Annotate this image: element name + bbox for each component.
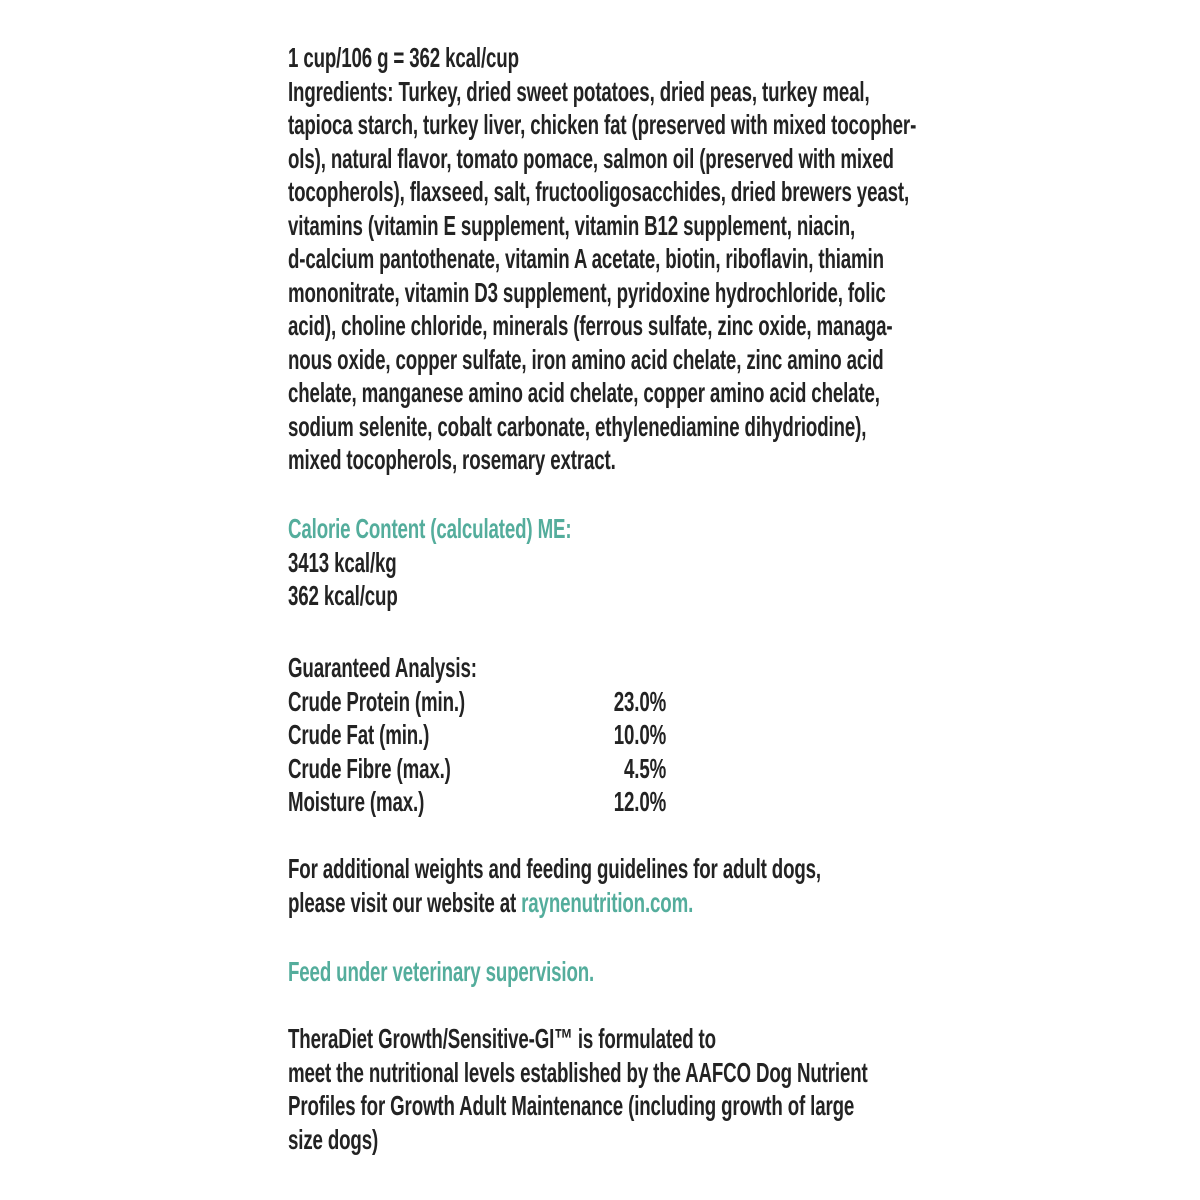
guaranteed-analysis-row (288, 685, 666, 719)
ingredients-line: d-calcium pantothenate, vitamin A acetate, biotin, riboflavin, thiamin (288, 243, 884, 274)
ingredients-line: vitamins (vitamin E supplement, vitamin B12 supplement, niacin, (288, 209, 856, 241)
feeding-note-line2 (288, 886, 941, 920)
ingredients-line: Ingredients: Turkey, dried sweet potatoes, dried peas, turkey meal, (288, 75, 870, 107)
aafco-statement-line: Profiles for Growth Adult Maintenance (including growth of large (288, 1090, 855, 1121)
ingredients-line: ols), natural flavor, tomato pomace, salmon oil (preserved with mixed (288, 142, 894, 174)
ingredients-line: nous oxide, copper sulfate, iron amino acid chelate, zinc amino acid (288, 343, 884, 375)
ingredients-line: mononitrate, vitamin D3 supplement, pyridoxine hydrochloride, folic (288, 276, 886, 308)
guaranteed-analysis-section (288, 651, 941, 819)
nutrient-value: 4.5% (623, 752, 667, 784)
guaranteed-analysis-table (288, 685, 941, 819)
guaranteed-analysis-row (288, 752, 666, 786)
nutrient-value: 12.0% (613, 786, 667, 817)
feeding-note-line1: For additional weights and feeding guidelines for adult dogs, (288, 853, 821, 884)
calorie-content-values (288, 546, 941, 613)
calorie-value-line: 362 kcal/cup (288, 580, 398, 611)
aafco-statement (288, 1022, 941, 1156)
nutrient-label: Moisture (max.) (288, 786, 425, 817)
ingredients-line: tocopherols), flaxseed, salt, fructooligosacchides, dried brewers yeast, (288, 176, 910, 207)
nutrient-value: 10.0% (613, 719, 667, 750)
calorie-content-section (288, 512, 941, 613)
nutrient-label: Crude Fibre (max.) (288, 752, 451, 784)
guaranteed-analysis-row (288, 785, 666, 819)
ingredients-line: mixed tocopherols, rosemary extract. (288, 444, 616, 475)
calorie-value-line: 3413 kcal/kg (288, 546, 397, 578)
aafco-statement-line: size dogs) (288, 1123, 379, 1155)
feeding-note-line2-prefix: please visit our website at (288, 886, 522, 918)
calorie-content-heading: Calorie Content (calculated) ME: (288, 513, 572, 544)
ingredients-line: chelate, manganese amino acid chelate, copper amino acid chelate, (288, 377, 880, 408)
serving-calories-line: 1 cup/106 g = 362 kcal/cup (288, 42, 519, 73)
supervision-note: Feed under veterinary supervision. (288, 956, 595, 987)
guaranteed-analysis-heading: Guaranteed Analysis: (288, 652, 477, 683)
website-link[interactable]: raynenutrition.com. (521, 886, 694, 918)
ingredients-line: sodium selenite, cobalt carbonate, ethylenediamine dihydriodine), (288, 410, 867, 442)
feeding-guidelines-note (288, 852, 941, 919)
aafco-statement-line: TheraDiet Growth/Sensitive-GI™ is formulated to (288, 1023, 716, 1054)
guaranteed-analysis-row (288, 718, 666, 752)
ingredients-paragraph (288, 75, 941, 477)
nutrient-label: Crude Protein (min.) (288, 685, 466, 717)
ingredients-line: tapioca starch, turkey liver, chicken fat (preserved with mixed tocopher- (288, 109, 917, 140)
ingredients-line: acid), choline chloride, minerals (ferrous sulfate, zinc oxide, managa- (288, 310, 893, 341)
nutrient-label: Crude Fat (min.) (288, 719, 430, 750)
label-content (288, 41, 941, 1156)
aafco-statement-line: meet the nutritional levels established by the AAFCO Dog Nutrient (288, 1056, 868, 1088)
supervision-note-section (288, 955, 941, 989)
nutrient-value: 23.0% (613, 685, 667, 717)
